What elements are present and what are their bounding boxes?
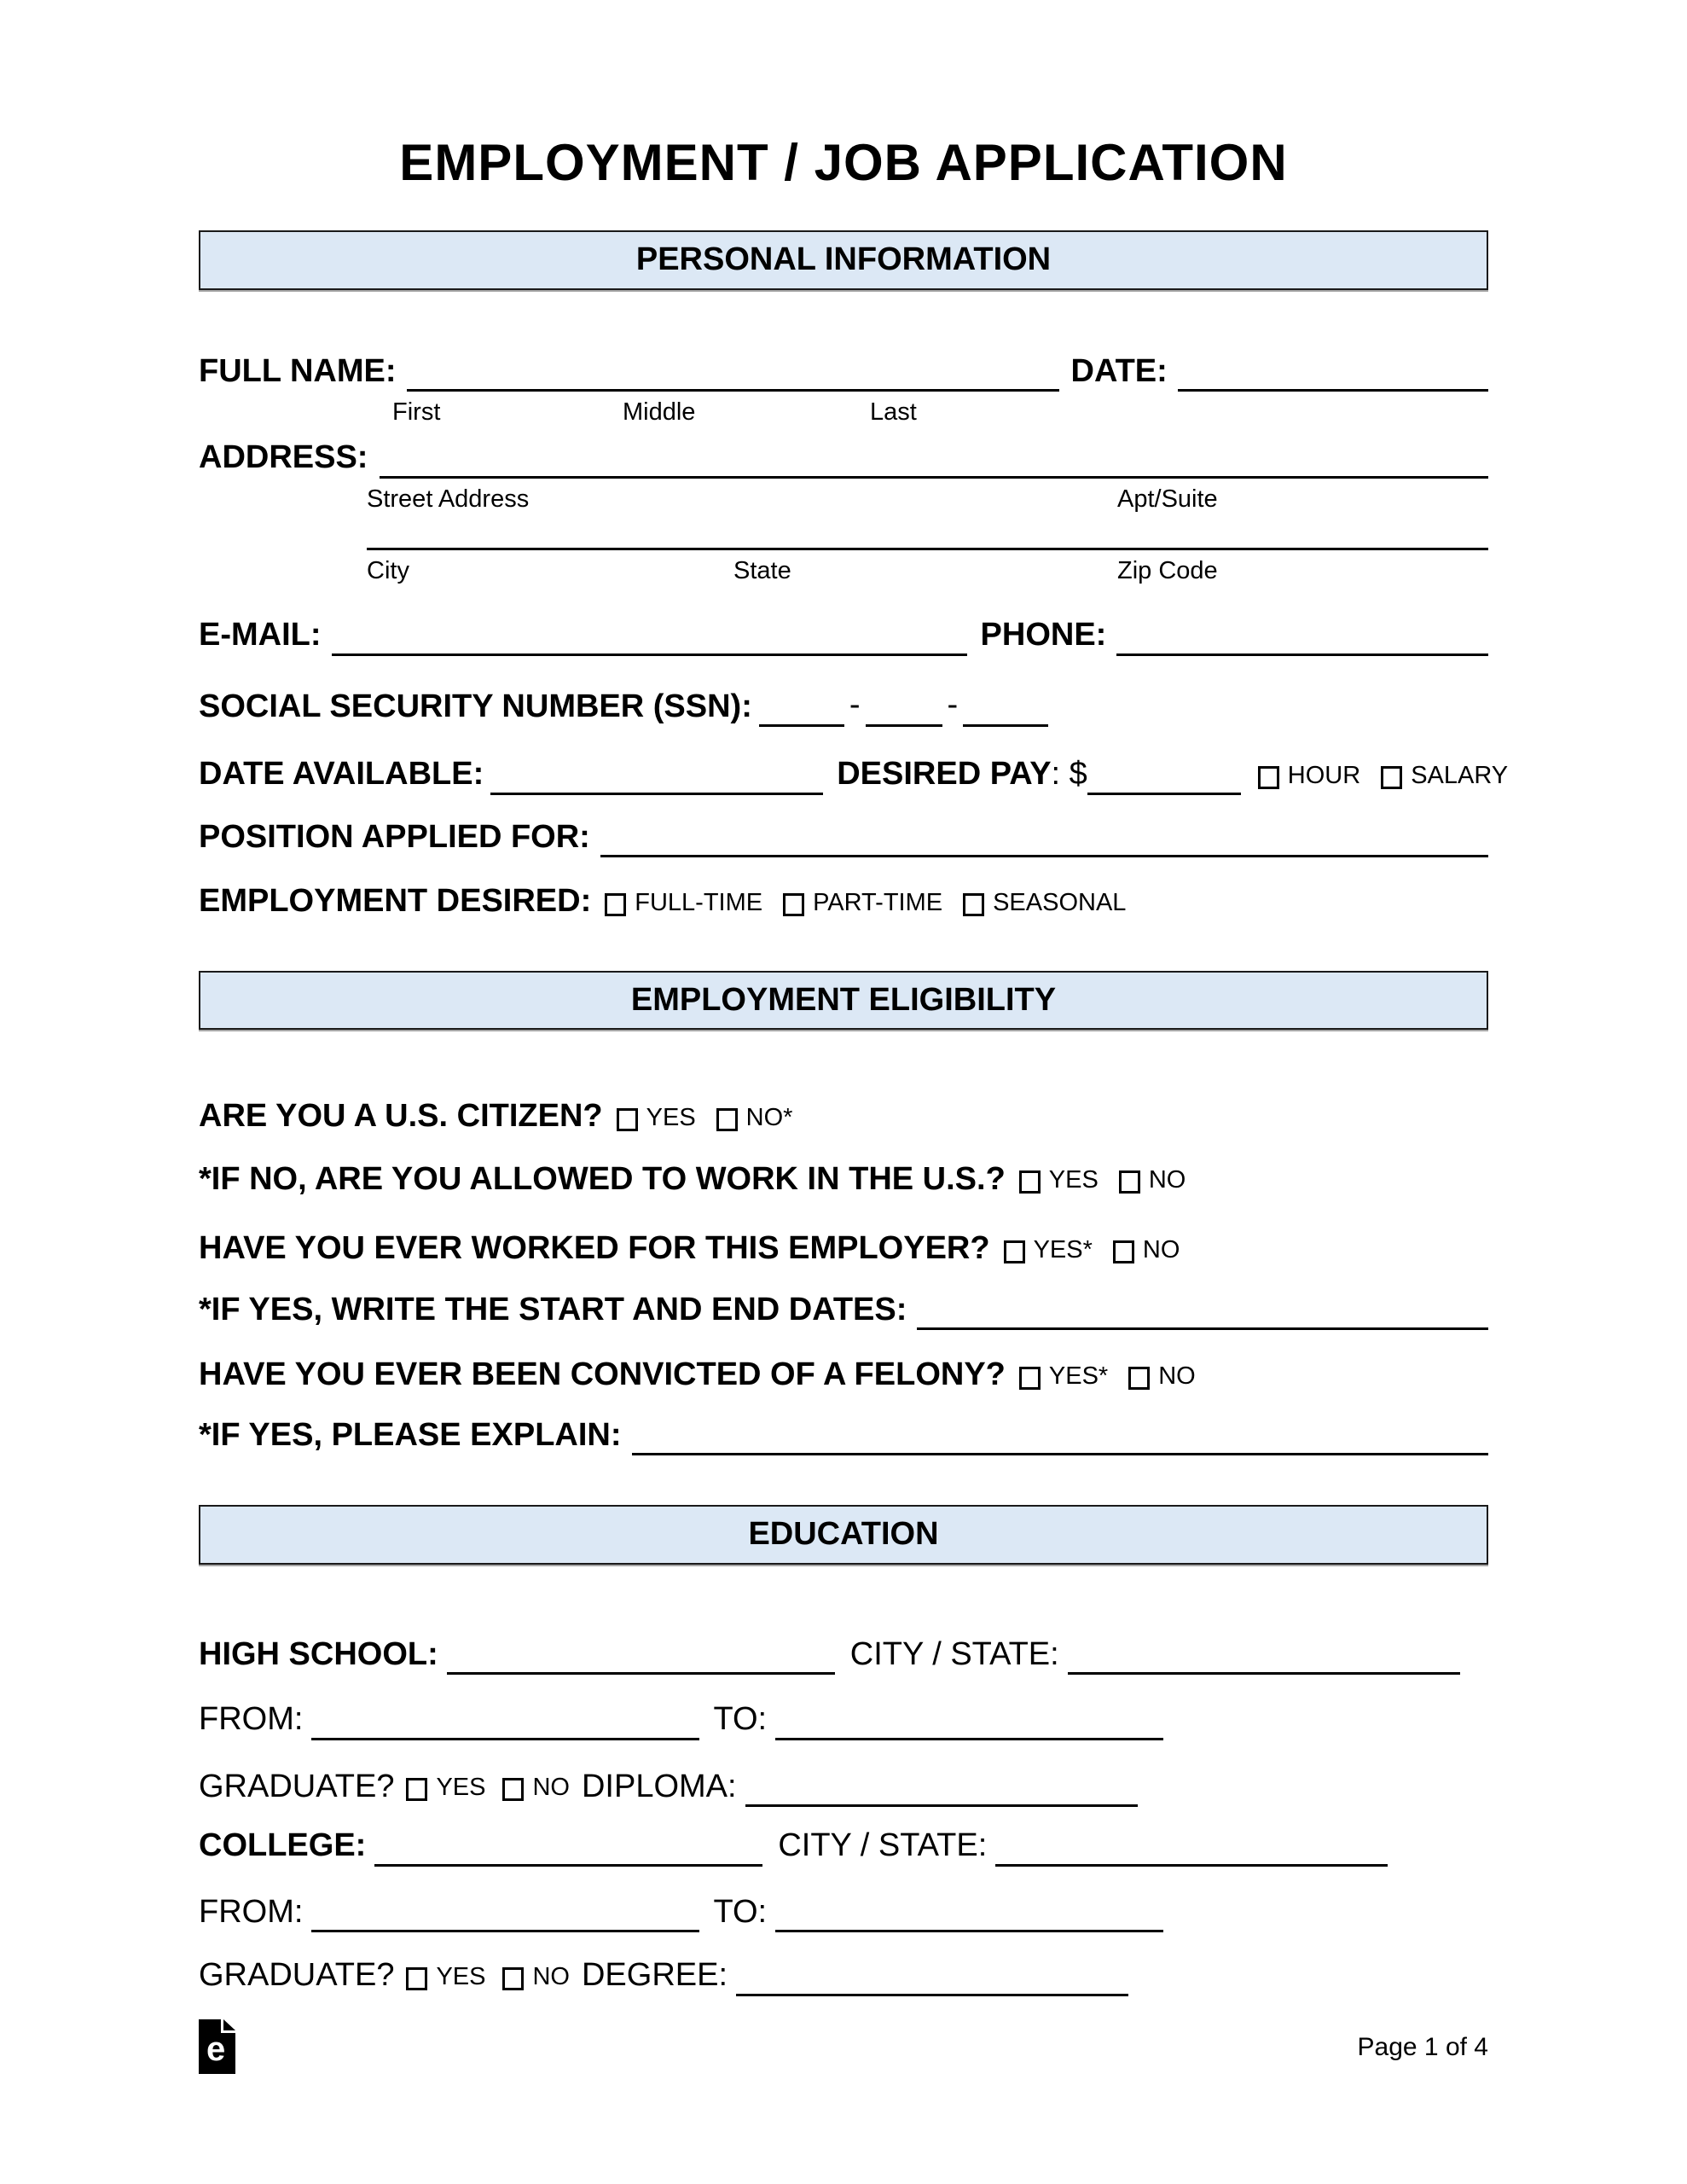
hs-city-state-input-line[interactable] — [1068, 1639, 1460, 1675]
seasonal-checkbox[interactable] — [963, 893, 984, 916]
city-state-zip-row — [199, 514, 1488, 550]
ssn-separator-2: - — [947, 686, 959, 723]
college-to-label: TO: — [713, 1893, 768, 1930]
ssn-part3-input-line[interactable] — [963, 691, 1048, 727]
hs-from-input-line[interactable] — [311, 1705, 699, 1740]
city-sublabel: City — [367, 557, 409, 584]
page-number-label: Page 1 of 4 — [1357, 2032, 1488, 2061]
college-from-input-line[interactable] — [311, 1896, 699, 1932]
high-school-label: HIGH SCHOOL: — [199, 1635, 438, 1672]
diploma-label: DIPLOMA: — [581, 1768, 737, 1804]
college-city-state-label: CITY / STATE: — [778, 1827, 988, 1864]
street-address-sublabel: Street Address — [367, 485, 530, 513]
college-row — [199, 1826, 1488, 1867]
degree-label: DEGREE: — [581, 1957, 728, 1994]
address-label: ADDRESS: — [199, 439, 368, 476]
date-available-pay-row — [199, 754, 1509, 795]
hs-from-label: FROM: — [199, 1701, 304, 1738]
personal-information-header-label: PERSONAL INFORMATION — [635, 241, 1052, 277]
citizen-question-label: ARE YOU A U.S. CITIZEN? — [199, 1098, 603, 1135]
citizen-yes-checkbox[interactable] — [617, 1108, 638, 1131]
citizen-no-checkbox[interactable] — [716, 1108, 738, 1131]
felony-explain-row — [199, 1415, 1488, 1456]
section-header-personal-information — [199, 230, 1488, 290]
pay-salary-label: SALARY — [1411, 761, 1509, 789]
college-from-label: FROM: — [199, 1893, 304, 1930]
hs-graduate-yes-label: YES — [436, 1774, 486, 1801]
city-sublabels-row — [199, 555, 1488, 586]
position-applied-row — [199, 817, 1488, 858]
page-footer — [199, 2019, 1488, 2074]
street-address-input-line[interactable] — [380, 443, 1488, 479]
svg-text:e: e — [206, 2030, 226, 2068]
felony-question-label: HAVE YOU EVER BEEN CONVICTED OF A FELONY? — [199, 1356, 1006, 1393]
date-available-label: DATE AVAILABLE: — [199, 756, 484, 793]
allowed-to-work-question-label: *IF NO, ARE YOU ALLOWED TO WORK IN THE U.S.? — [199, 1160, 1006, 1197]
high-school-row — [199, 1635, 1488, 1676]
high-school-graduate-row — [199, 1767, 1488, 1808]
middle-sublabel: Middle — [623, 398, 696, 426]
felony-no-checkbox[interactable] — [1128, 1367, 1150, 1390]
college-graduate-yes-checkbox[interactable] — [406, 1967, 427, 1990]
education-header-label: EDUCATION — [748, 1516, 939, 1553]
date-label: DATE: — [1070, 352, 1168, 389]
diploma-input-line[interactable] — [745, 1771, 1138, 1807]
seasonal-label: SEASONAL — [993, 888, 1127, 916]
zip-code-sublabel: Zip Code — [1117, 557, 1218, 584]
felony-explain-input-line[interactable] — [632, 1420, 1488, 1455]
first-sublabel: First — [392, 398, 441, 426]
part-time-label: PART-TIME — [813, 888, 943, 916]
hs-city-state-label: CITY / STATE: — [849, 1635, 1059, 1672]
apt-suite-sublabel: Apt/Suite — [1117, 485, 1218, 513]
college-to-input-line[interactable] — [775, 1896, 1163, 1932]
ssn-separator-1: - — [849, 686, 861, 723]
employment-desired-label: EMPLOYMENT DESIRED: — [199, 883, 592, 920]
college-label: COLLEGE: — [199, 1827, 367, 1864]
position-applied-label: POSITION APPLIED FOR: — [199, 818, 590, 855]
college-input-line[interactable] — [374, 1831, 762, 1867]
pay-salary-checkbox[interactable] — [1381, 766, 1402, 789]
worked-for-employer-question-row — [199, 1228, 1488, 1269]
phone-input-line[interactable] — [1116, 620, 1488, 656]
allowed-to-work-question-row — [199, 1159, 1488, 1200]
start-end-dates-row — [199, 1290, 1488, 1331]
pay-hour-label: HOUR — [1287, 761, 1361, 789]
ssn-row — [199, 685, 1488, 728]
allowed-yes-checkbox[interactable] — [1019, 1170, 1041, 1194]
desired-pay-dollar-sign: : $ — [1051, 756, 1087, 793]
college-graduate-row — [199, 1955, 1488, 1996]
ssn-part2-input-line[interactable] — [866, 691, 942, 727]
ssn-part1-input-line[interactable] — [759, 691, 844, 727]
citizen-question-row — [199, 1096, 1488, 1137]
full-name-label: FULL NAME: — [199, 352, 397, 389]
start-end-dates-input-line[interactable] — [917, 1294, 1488, 1330]
full-time-label: FULL-TIME — [635, 888, 763, 916]
employment-desired-row — [199, 881, 1488, 922]
date-input-line[interactable] — [1178, 356, 1488, 392]
college-graduate-label: GRADUATE? — [199, 1957, 395, 1994]
city-state-zip-input-line[interactable] — [367, 514, 1488, 550]
allowed-no-label: NO — [1148, 1166, 1186, 1194]
position-applied-input-line[interactable] — [600, 822, 1488, 857]
hs-graduate-no-checkbox[interactable] — [502, 1778, 524, 1801]
citizen-no-label: NO* — [745, 1103, 793, 1131]
college-graduate-no-checkbox[interactable] — [502, 1967, 524, 1990]
address-row — [199, 438, 1488, 479]
phone-label: PHONE: — [980, 617, 1107, 653]
hs-graduate-label: GRADUATE? — [199, 1768, 395, 1804]
full-time-checkbox[interactable] — [605, 893, 626, 916]
full-name-input-line[interactable] — [407, 356, 1059, 392]
hs-to-input-line[interactable] — [775, 1705, 1163, 1740]
page-title: EMPLOYMENT / JOB APPLICATION — [399, 134, 1288, 191]
hs-graduate-yes-checkbox[interactable] — [406, 1778, 427, 1801]
name-sublabels-row — [199, 397, 1488, 427]
start-end-dates-label: *IF YES, WRITE THE START AND END DATES: — [199, 1291, 907, 1327]
felony-question-row — [199, 1355, 1488, 1396]
full-name-row — [199, 351, 1488, 392]
email-input-line[interactable] — [332, 620, 967, 656]
email-phone-row — [199, 615, 1488, 656]
college-graduate-yes-label: YES — [436, 1962, 486, 1990]
email-label: E-MAIL: — [199, 617, 322, 653]
high-school-input-line[interactable] — [447, 1639, 835, 1675]
worked-for-employer-question-label: HAVE YOU EVER WORKED FOR THIS EMPLOYER? — [199, 1230, 990, 1267]
high-school-dates-row — [199, 1699, 1488, 1740]
employment-eligibility-header-label: EMPLOYMENT ELIGIBILITY — [630, 981, 1057, 1018]
worked-no-checkbox[interactable] — [1113, 1240, 1134, 1263]
college-graduate-no-label: NO — [532, 1962, 570, 1990]
hs-graduate-no-label: NO — [532, 1774, 570, 1801]
eforms-document-logo-icon — [199, 2019, 235, 2074]
section-header-employment-eligibility — [199, 971, 1488, 1031]
section-header-education — [199, 1505, 1488, 1565]
date-available-input-line[interactable] — [490, 759, 823, 795]
worked-yes-checkbox[interactable] — [1004, 1240, 1025, 1263]
allowed-yes-label: YES — [1048, 1166, 1099, 1194]
part-time-checkbox[interactable] — [783, 893, 804, 916]
desired-pay-label: DESIRED PAY — [837, 756, 1052, 793]
desired-pay-input-line[interactable] — [1087, 759, 1241, 795]
worked-no-label: NO — [1142, 1235, 1180, 1263]
felony-explain-label: *IF YES, PLEASE EXPLAIN: — [199, 1416, 622, 1453]
last-sublabel: Last — [870, 398, 917, 426]
felony-no-label: NO — [1158, 1362, 1196, 1390]
pay-hour-checkbox[interactable] — [1258, 766, 1279, 789]
worked-yes-label: YES* — [1033, 1235, 1093, 1263]
ssn-label: SOCIAL SECURITY NUMBER (SSN): — [199, 688, 752, 724]
street-sublabels-row — [199, 484, 1488, 514]
degree-input-line[interactable] — [736, 1960, 1128, 1996]
college-dates-row — [199, 1892, 1488, 1933]
college-city-state-input-line[interactable] — [995, 1831, 1388, 1867]
felony-yes-checkbox[interactable] — [1019, 1367, 1041, 1390]
citizen-yes-label: YES — [646, 1103, 696, 1131]
felony-yes-label: YES* — [1048, 1362, 1109, 1390]
hs-to-label: TO: — [713, 1701, 768, 1738]
state-sublabel: State — [733, 557, 791, 584]
allowed-no-checkbox[interactable] — [1119, 1170, 1140, 1194]
